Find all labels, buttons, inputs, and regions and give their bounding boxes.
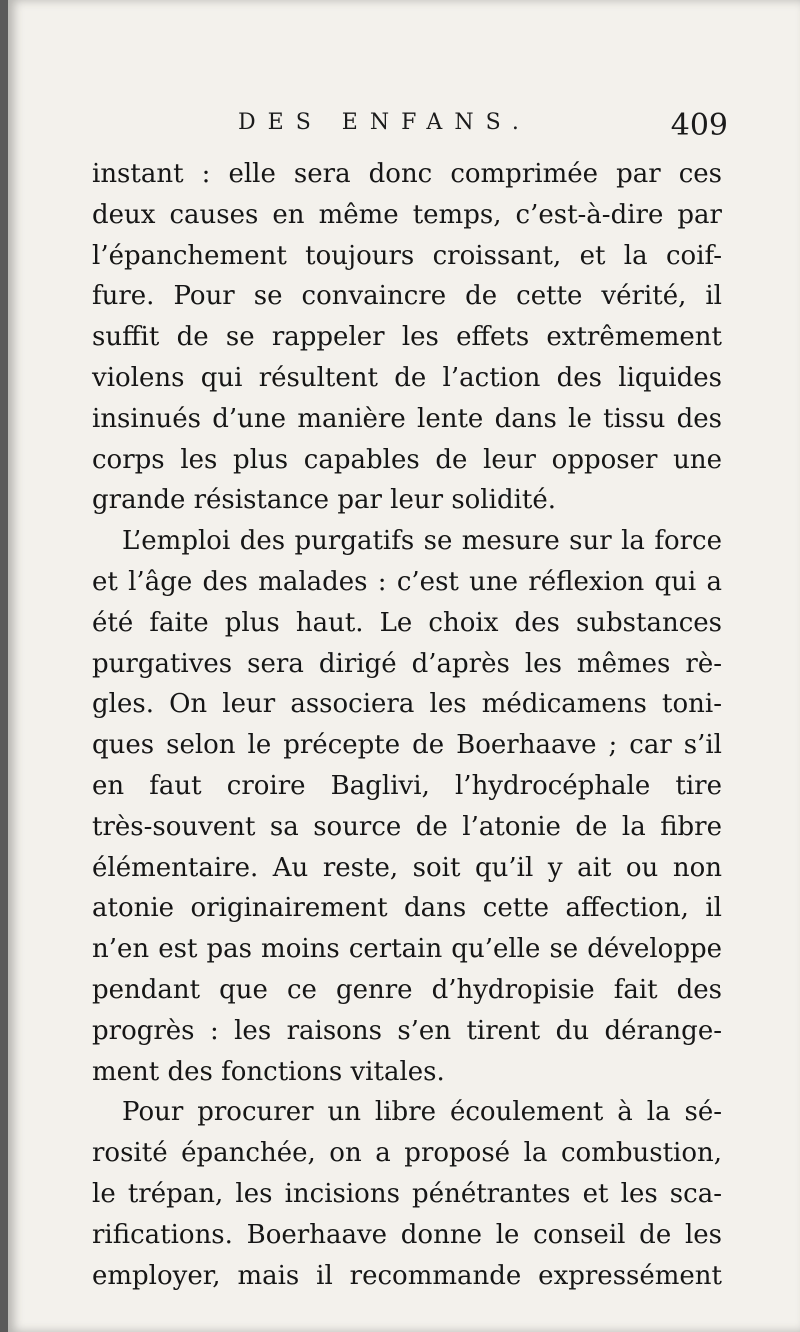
text-line: gles. On leur associera les médicamens toni- bbox=[92, 689, 722, 720]
text-line: fure. Pour se convaincre de cette vérité, il bbox=[92, 281, 722, 312]
text-line: été faite plus haut. Le choix des substances bbox=[92, 607, 722, 638]
text-line: très-souvent sa source de l’atonie de la fibre bbox=[92, 811, 722, 842]
text-line: pendant que ce genre d’hydropisie fait des bbox=[92, 974, 722, 1005]
text-line: violens qui résultent de l’action des liquides bbox=[92, 362, 722, 393]
text-line: et l’âge des malades : c’est une réflexion qui a bbox=[92, 566, 722, 597]
text-line: suffit de se rappeler les effets extrêmement bbox=[92, 322, 722, 353]
text-line: l’épanchement toujours croissant, et la coif- bbox=[92, 240, 722, 271]
running-head: DES ENFANS. bbox=[238, 110, 531, 135]
text-line: élémentaire. Au reste, soit qu’il y ait ou non bbox=[92, 852, 722, 883]
book-page bbox=[8, 0, 800, 1332]
text-line: ques selon le précepte de Boerhaave ; car s’il bbox=[92, 730, 722, 761]
text-line: employer, mais il recommande expressément bbox=[92, 1260, 722, 1291]
paragraph-start-line: Pour procurer un libre écoulement à la sé- bbox=[122, 1097, 722, 1128]
page-header bbox=[88, 108, 728, 148]
text-line: atonie originairement dans cette affection, il bbox=[92, 893, 722, 924]
body-text bbox=[92, 154, 722, 1296]
text-line: rifications. Boerhaave donne le conseil de les bbox=[92, 1219, 722, 1250]
page-number: 409 bbox=[670, 108, 728, 143]
text-line: corps les plus capables de leur opposer une bbox=[92, 444, 722, 475]
text-line: progrès : les raisons s’en tirent du dérange- bbox=[92, 1015, 722, 1046]
paragraph-end-line: ment des fonctions vitales. bbox=[92, 1056, 445, 1087]
text-line: en faut croire Baglivi, l’hydrocéphale tire bbox=[92, 770, 722, 801]
text-line: purgatives sera dirigé d’après les mêmes rè- bbox=[92, 648, 722, 679]
text-line: insinués d’une manière lente dans le tissu des bbox=[92, 403, 722, 434]
paragraph-start-line: L’emploi des purgatifs se mesure sur la force bbox=[122, 526, 722, 557]
text-line: deux causes en même temps, c’est-à-dire par bbox=[92, 199, 722, 230]
paragraph-end-line: grande résistance par leur solidité. bbox=[92, 485, 557, 516]
text-line: rosité épanchée, on a proposé la combustion, bbox=[92, 1138, 722, 1169]
text-line: le trépan, les incisions pénétrantes et les sca- bbox=[92, 1178, 722, 1209]
text-line: n’en est pas moins certain qu’elle se développe bbox=[92, 934, 722, 965]
text-line: instant : elle sera donc comprimée par ces bbox=[92, 159, 722, 189]
